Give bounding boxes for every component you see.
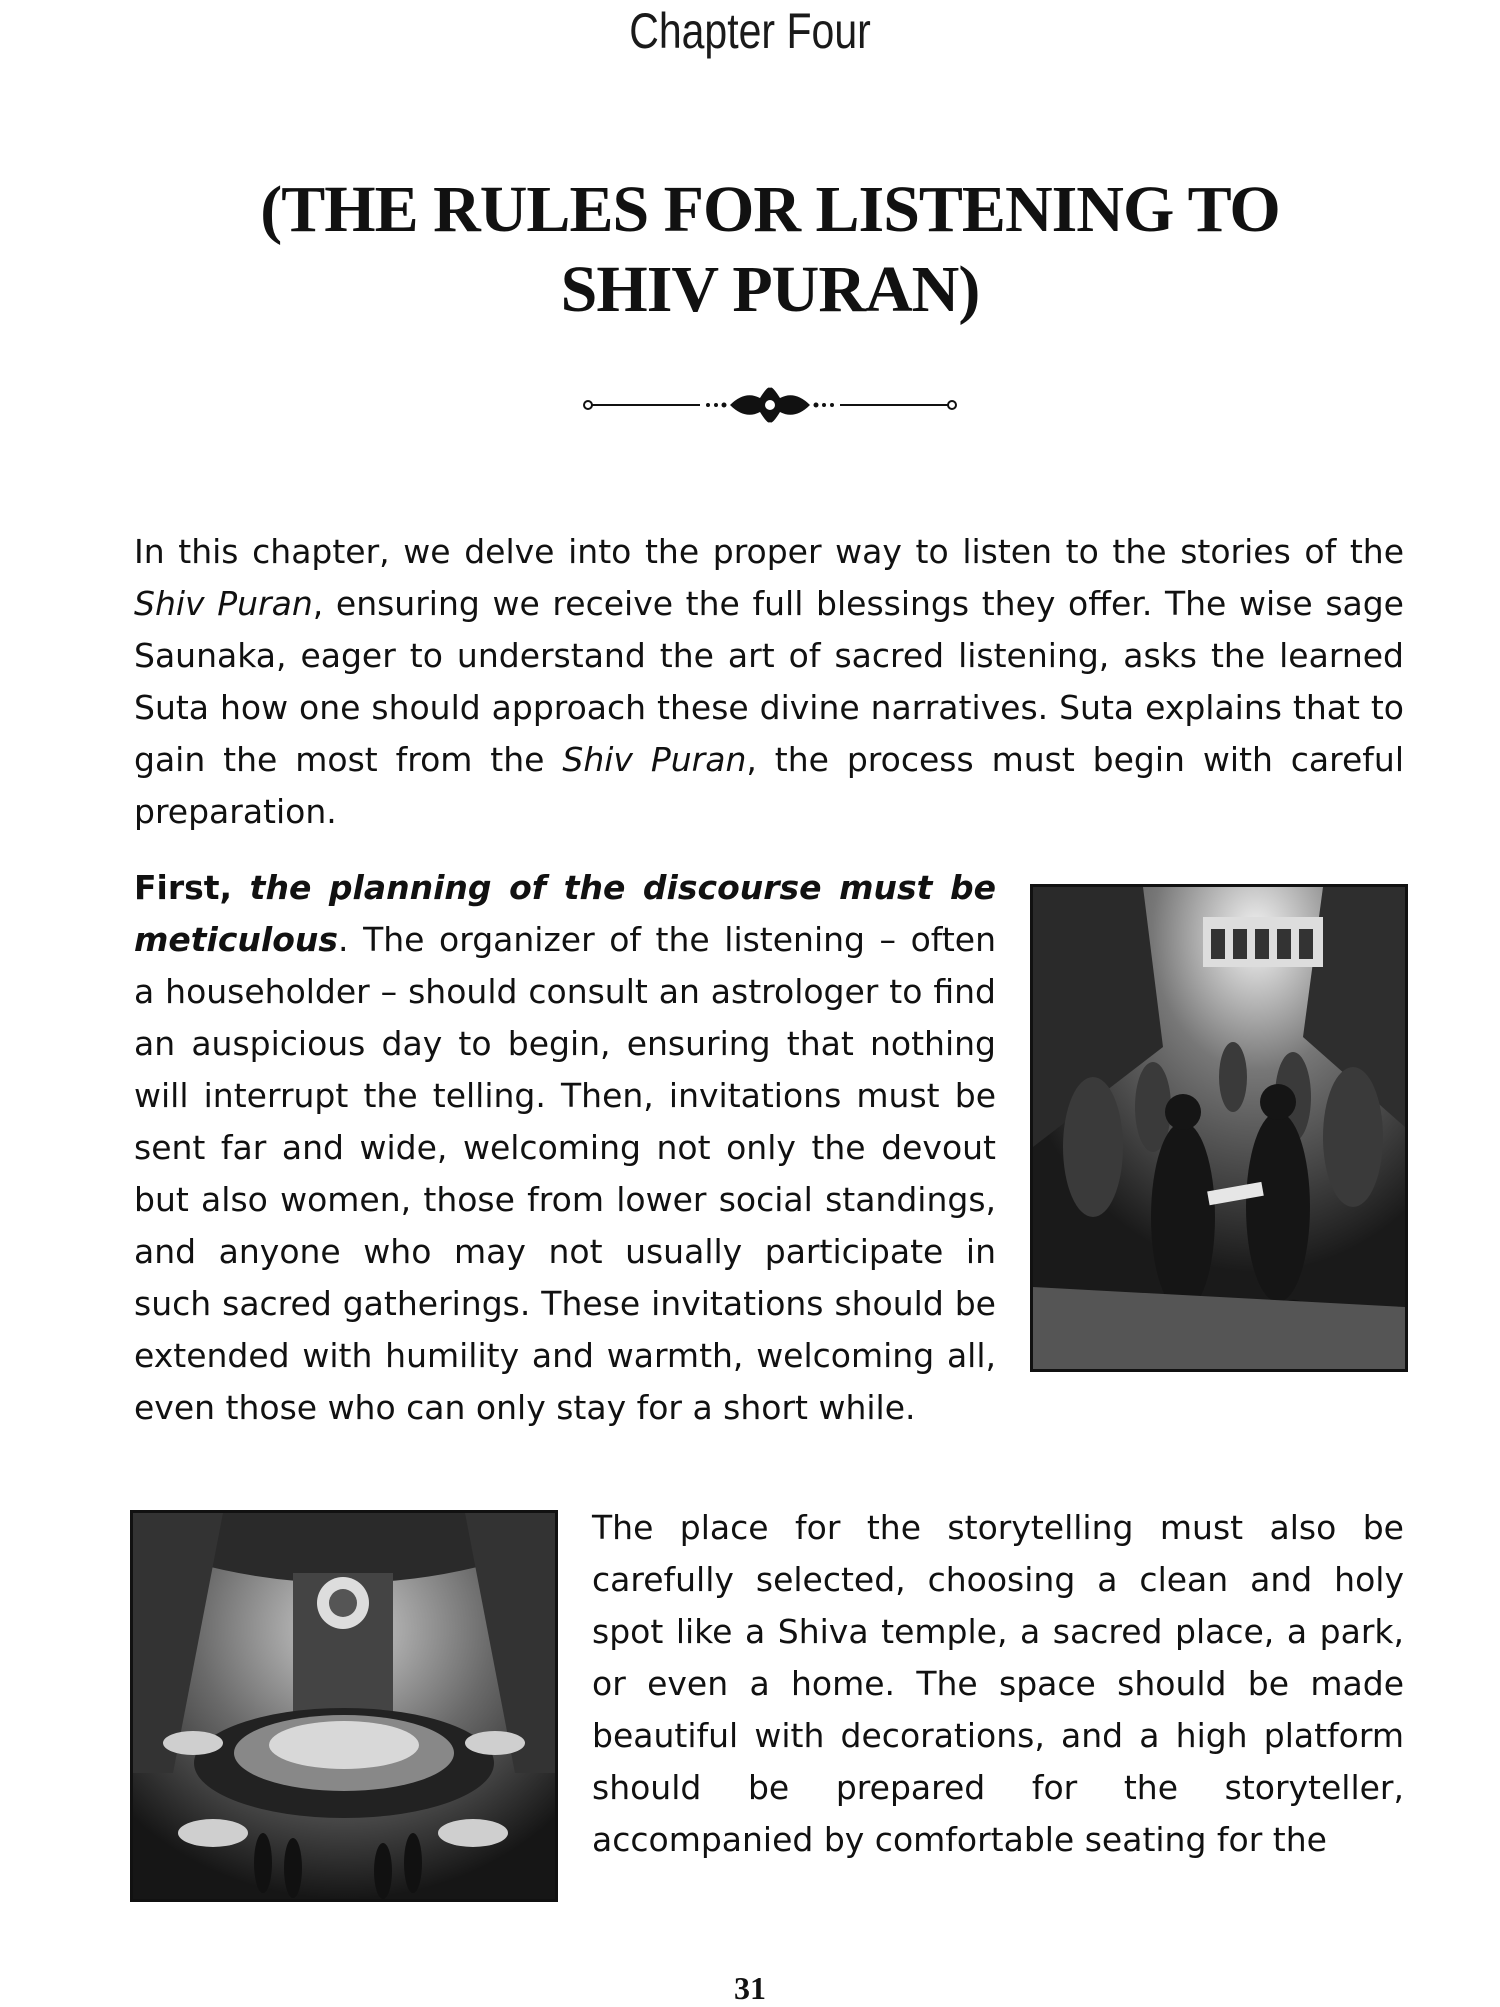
venue-paragraph: The place for the storytelling must also be carefully selected, choosing a clean and holy spot like a Shiva temple, a sacred place, a park, or even a home. The space should be made beautiful with decorations, and a high platform should be prepared for the storyteller, accompanied by comfortable seating for the xyxy=(592,1508,1404,1859)
emphasis-phrase: the planning of the discourse must be meticulous xyxy=(134,868,996,959)
lead-word: First, xyxy=(134,868,250,907)
temple-hall-illustration xyxy=(130,1510,558,1902)
page-number: 31 xyxy=(734,1970,766,2006)
book-title-reference: Shiv Puran xyxy=(134,584,313,623)
ornament-divider-icon xyxy=(580,380,960,430)
chapter-label: Chapter Four xyxy=(629,3,871,59)
chapter-title-line-1: (THE RULES FOR LISTENING TO xyxy=(260,173,1280,246)
chapter-title-line-2: SHIV PURAN) xyxy=(560,253,980,326)
book-title-reference: Shiv Puran xyxy=(562,740,747,779)
planning-paragraph: First, the planning of the discourse must be meticulous. The organizer of the listening – often a householder – should consult an astrologer to find an auspicious day to begin, ensuring that nothing will interrupt the telling. Then, invitations must be sent far and wide, welcoming not only the devout but also women, those from lower social standings, and anyone who may not usually participate in such sacred gatherings. These invitations should be extended with humility and warmth, welcoming all, even those who can only stay for a short while. xyxy=(134,868,996,1427)
procession-illustration xyxy=(1030,884,1408,1372)
intro-paragraph: In this chapter, we delve into the proper way to listen to the stories of the Shiv Puran, ensuring we receive the full blessings they offer. The wise sage Saunaka, eager to understand the art of sacred listening, asks the learned Suta how one should approach these divine narratives. Suta explains that to gain the most from the Shiv Puran, the process must begin with careful preparation. xyxy=(134,532,1405,831)
chapter-title xyxy=(200,170,1340,330)
